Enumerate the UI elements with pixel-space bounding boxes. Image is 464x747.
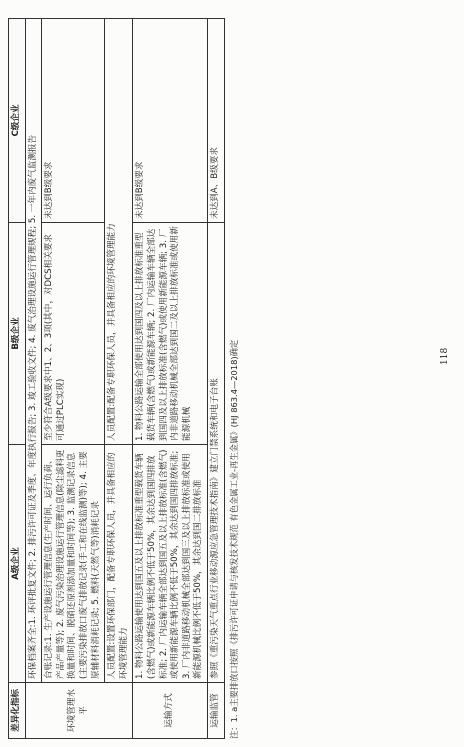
indicator-cell: 运输监管 [207, 683, 224, 739]
table-row [207, 19, 224, 739]
table-footnote: 注：1. a主要排放口按照《排污许可证申请与核发技术规范 有色金属工业-再生金属》(HJ 863.4—2018)确定 [228, 339, 239, 739]
ledger-b-cell: 至少符合A级要求中1、2、3项(其中，对DCS相关要求可通过PLC实现) [42, 223, 105, 445]
rotated-table-sheet [8, 11, 418, 739]
staffing-a-cell: 人员配置:设置环保部门，配备专职环保人员，并具备相应的环境管理能力 [105, 445, 133, 683]
indicator-cell: 运输方式 [133, 683, 208, 739]
header-c-level: C级企业 [9, 19, 26, 223]
indicator-cell: 环境管理水平 [25, 683, 133, 739]
header-b-level: B级企业 [9, 223, 26, 445]
ledger-a-text: 台账记录:1. 生产设施运行管理信息(生产时间、运行负荷、产品产量等); 2. 废气污染治理设施运行管理信息(除尘滤料更换量和时间、脱硝还原剂添加量和时间等); 3. 监测记录信息(主要污染排放口废气排放记录(手工和在线监测)等); 4. 主要原辅材料消耗记录; 5. 燃料(天然气等)消耗记录 [44, 449, 101, 679]
table-row [133, 19, 208, 739]
differentiation-table [8, 18, 225, 739]
archive-requirements-cell: 环保档案齐全:1. 环评批复文件; 2. 排污许可证及季度、年度执行报告; 3. 竣工验收文件; 4. 废气治理设施运行管理规程; 5. 一年内废气监测报告 [25, 19, 42, 683]
table-row [42, 19, 105, 739]
table-row [105, 19, 133, 739]
transport-a-cell: 1. 物料公路运输使用达到国五及以上排放标准重型载货车辆(含燃气)或新能源车辆比例不低于50%，其余达到国四排放标准; 2. 厂内运输车辆全部达到国五及以上排放标准(含燃气)或使用新能源车辆比例不低于50%，其余达到国四排放标准; 3. 厂内非道路移动机械全部达到国三及以上排放标准或使用新能源机械比例不低于50%，其余达到国二排放标准 [133, 445, 208, 683]
header-indicator: 差异化指标 [9, 683, 26, 739]
ledger-c-cell: 未达到B级要求 [42, 19, 105, 223]
table-row [25, 19, 42, 739]
supervision-c-cell: 未达到A、B级要求 [207, 19, 224, 223]
header-a-level: A级企业 [9, 445, 26, 683]
staffing-b-cell: 人员配置:配备专职环保人员，并具备相应的环境管理能力 [105, 19, 133, 445]
page-number: 118 [440, 347, 450, 365]
transport-b-cell: 1. 物料公路运输全部使用达到国四及以上排放标准重型载货车辆(含燃气)或新能源车辆; 2. 厂内运输车辆全部达到国四及以上排放标准(含燃气)或使用新能源车辆; 3. 厂内非道路移动机械全部达到国二及以上排放标准或使用新能源机械 [133, 223, 208, 445]
table-header-row [9, 19, 26, 739]
supervision-ab-cell: 参照《重污染天气重点行业移动源应急管理技术指南》建立门禁系统和电子台账 [207, 223, 224, 683]
transport-c-cell: 未达到B级要求 [133, 19, 208, 223]
ledger-a-cell [42, 445, 105, 683]
